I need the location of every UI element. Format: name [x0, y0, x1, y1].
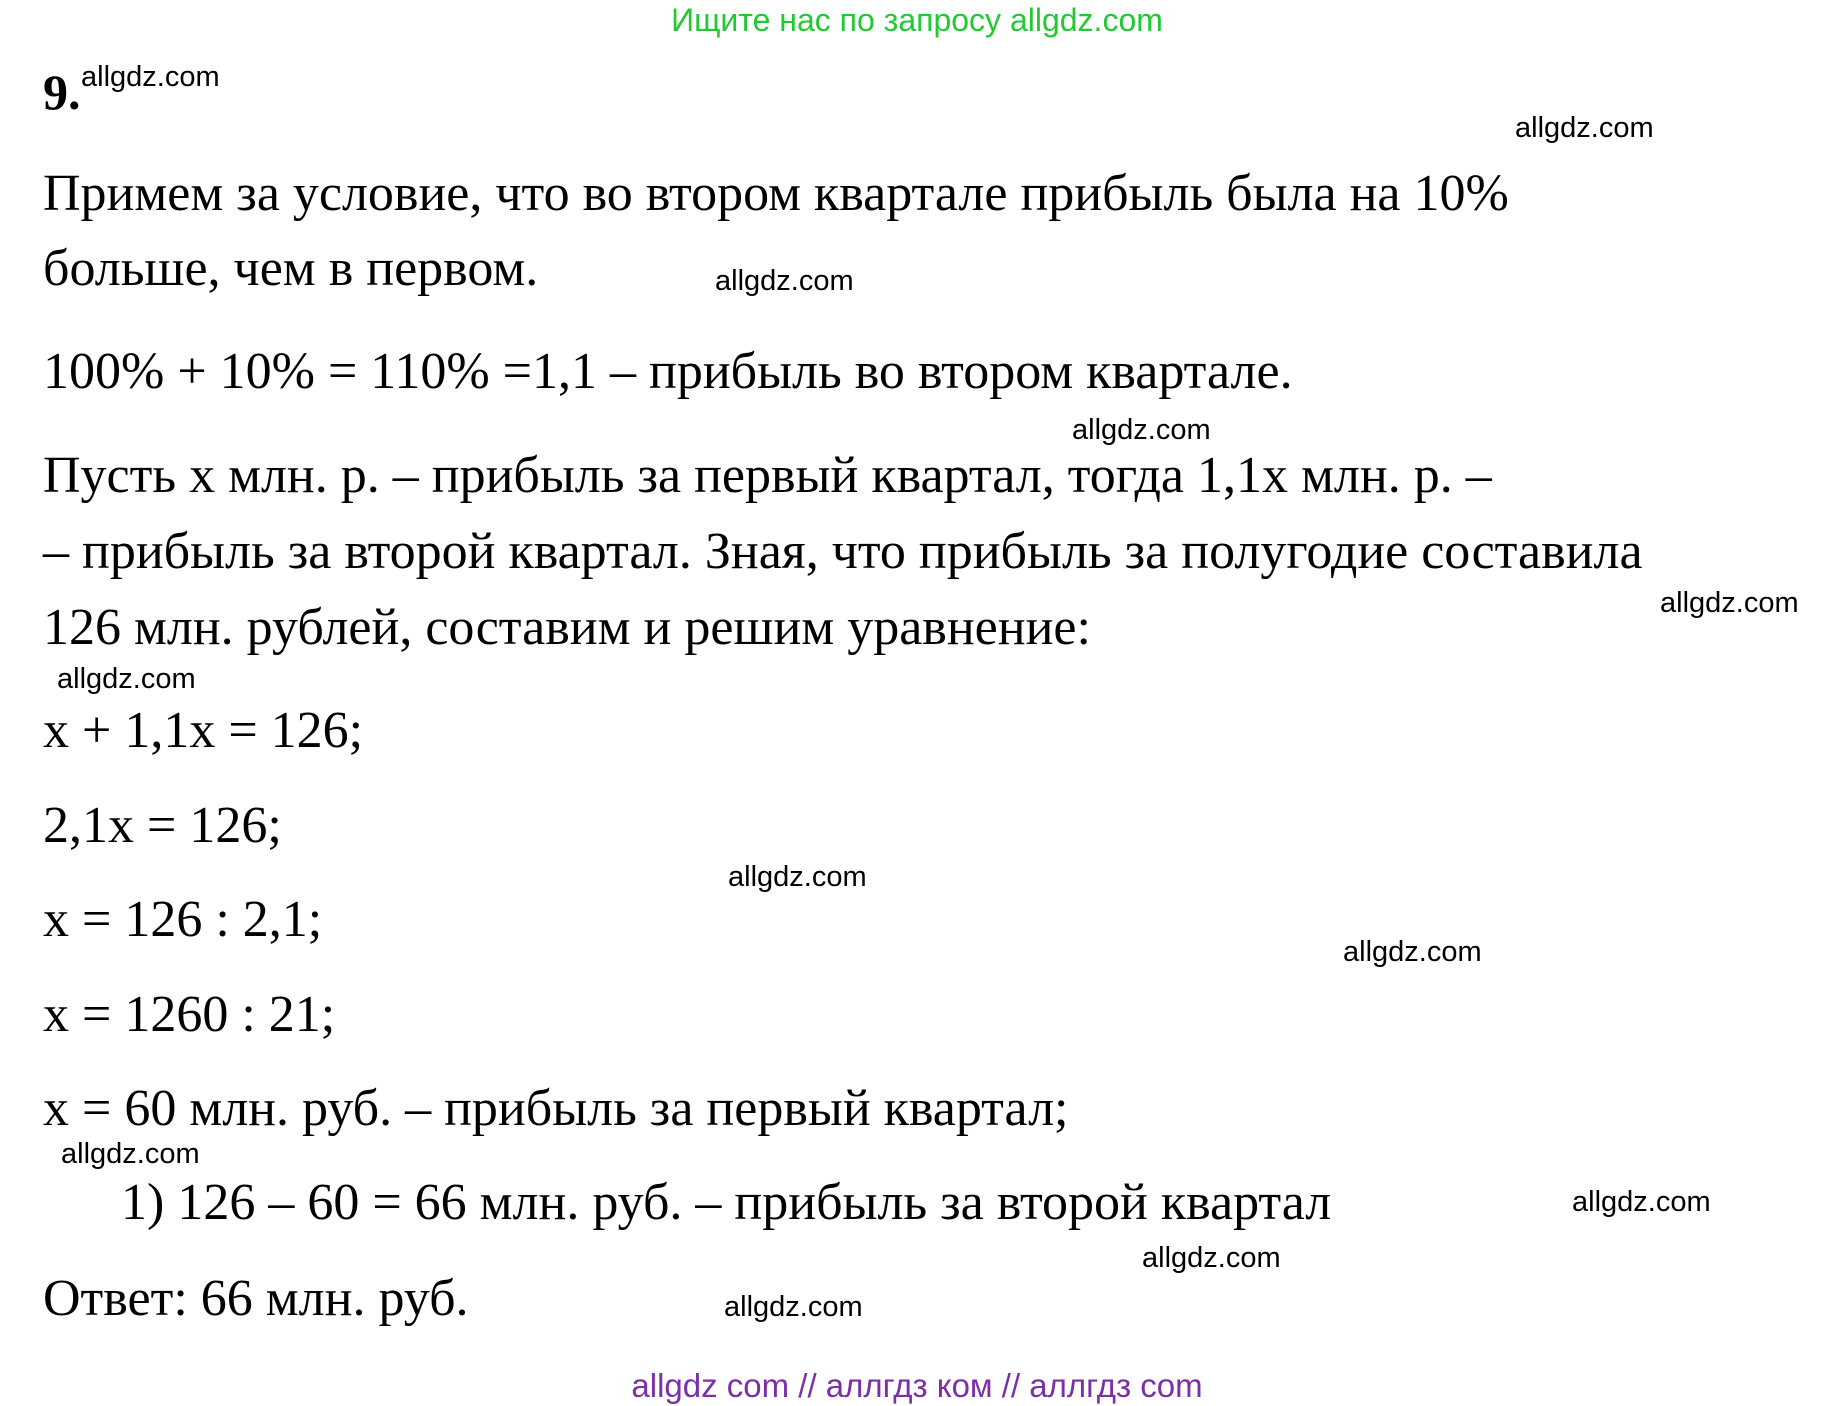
solution-line-2: больше, чем в первом. — [43, 240, 539, 297]
watermark: allgdz.com — [1660, 587, 1799, 619]
solution-line-3: 100% + 10% = 110% =1,1 – прибыль во втором квартале. — [43, 343, 1293, 400]
watermark: allgdz.com — [724, 1291, 863, 1323]
header-banner[interactable]: Ищите нас по запросу allgdz.com — [671, 2, 1163, 38]
watermark: allgdz.com — [1142, 1242, 1281, 1274]
watermark: allgdz.com — [61, 1138, 200, 1170]
watermark: allgdz.com — [1072, 414, 1211, 446]
equation-line-4: х = 1260 : 21; — [43, 986, 336, 1043]
equation-line-1: х + 1,1х = 126; — [43, 702, 364, 759]
problem-number: 9. — [43, 64, 81, 120]
solution-line-1: Примем за условие, что во втором квартале прибыль была на 10% — [43, 165, 1509, 222]
watermark: allgdz.com — [57, 663, 196, 695]
step-line-1: 1) 126 – 60 = 66 млн. руб. – прибыль за второй квартал — [121, 1174, 1332, 1231]
watermark: allgdz.com — [1515, 112, 1654, 144]
watermark: allgdz.com — [1572, 1186, 1711, 1218]
watermark: allgdz.com — [728, 861, 867, 893]
equation-line-2: 2,1х = 126; — [43, 797, 282, 854]
watermark: allgdz.com — [715, 265, 854, 297]
answer-line: Ответ: 66 млн. руб. — [43, 1270, 469, 1327]
solution-line-4: Пусть х млн. р. – прибыль за первый квартал, тогда 1,1х млн. р. – — [43, 447, 1492, 504]
solution-line-5: – прибыль за второй квартал. Зная, что прибыль за полугодие составила — [43, 523, 1643, 580]
solution-line-6: 126 млн. рублей, составим и решим уравнение: — [43, 599, 1091, 656]
watermark: allgdz.com — [81, 61, 220, 93]
equation-line-3: х = 126 : 2,1; — [43, 891, 323, 948]
footer-banner[interactable]: allgdz com // аллгдз ком // аллгдз com — [631, 1367, 1203, 1404]
watermark: allgdz.com — [1343, 936, 1482, 968]
equation-line-5: х = 60 млн. руб. – прибыль за первый квартал; — [43, 1080, 1069, 1137]
